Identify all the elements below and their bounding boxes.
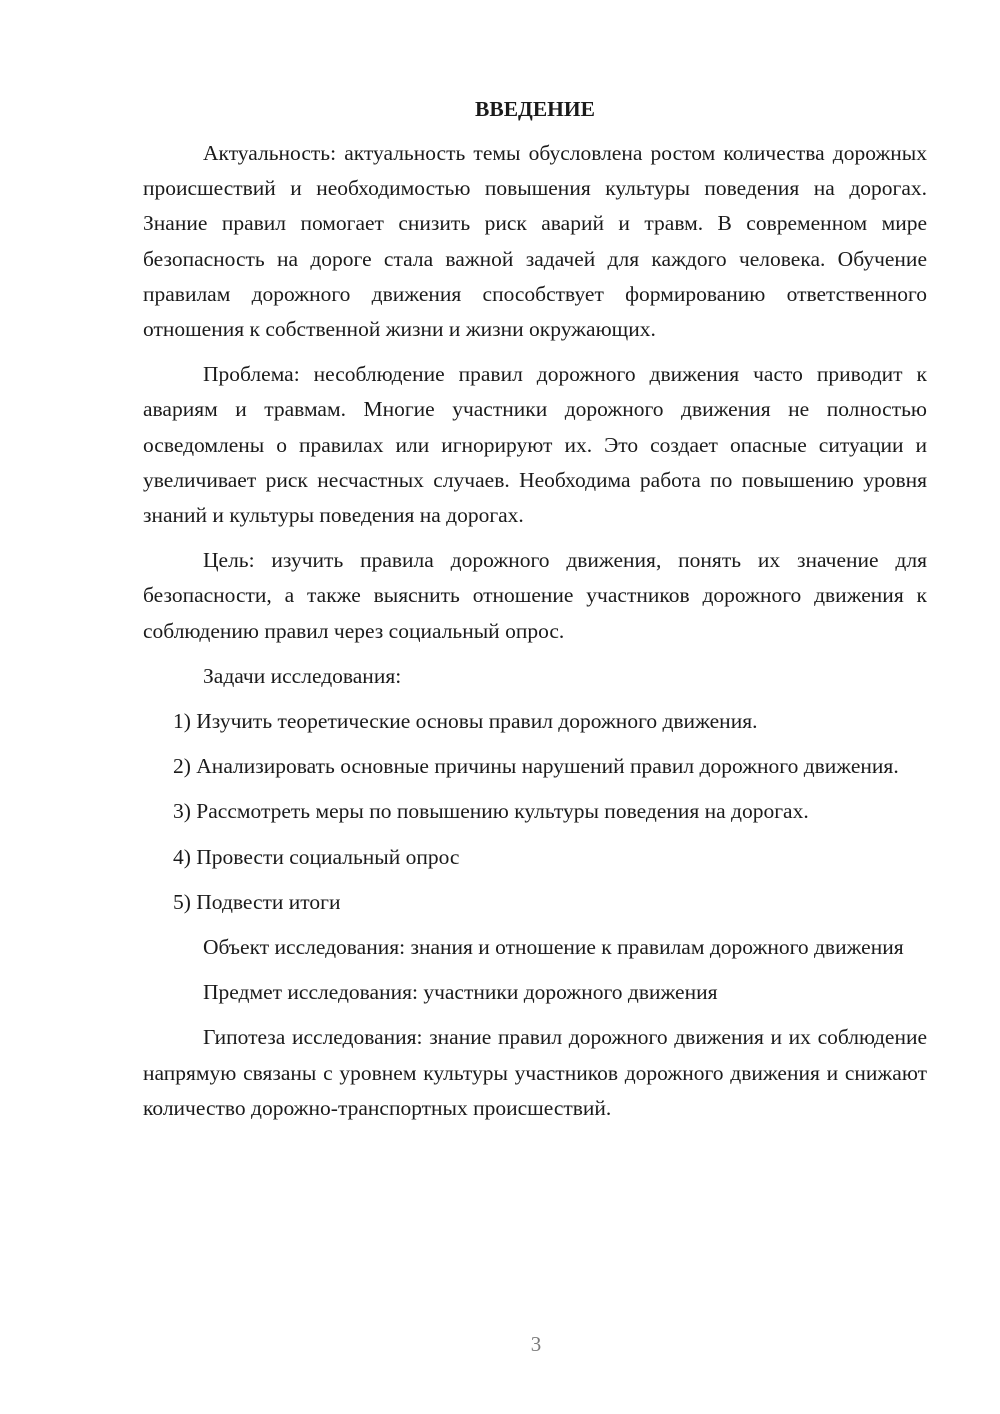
tasks-heading: Задачи исследования: [203,663,402,688]
document-body [143,92,927,1136]
subject-paragraph: Предмет исследования: участники дорожного движения [203,980,718,1005]
object-paragraph: Объект исследования: знания и отношение к правилам дорожного движения [203,935,904,960]
page-number: 3 [530,1332,542,1356]
task-item-2: 2) Анализировать основные причины нарушений правил дорожного движения. [173,754,899,779]
task-item-4: 4) Провести социальный опрос [173,844,460,869]
problem-paragraph: Проблема: несоблюдение правил дорожного движения часто приводит к авариям и травмам. Многие участники дорожного движения не полностью осведомлены о правилах или игнорируют их. Это создает опасные ситуации и увеличивает риск несчастных случаев. Необходима работа по повышению уровня знаний и культуры поведения на дорогах. [143,362,927,528]
task-item-1: 1) Изучить теоретические основы правил дорожного движения. [173,709,758,734]
page-title: ВВЕДЕНИЕ [475,97,595,121]
goal-paragraph: Цель: изучить правила дорожного движения, понять их значение для безопасности, а также выяснить отношение участников дорожного движения к соблюдению правил через социальный опрос. [143,548,927,643]
task-item-5: 5) Подвести итоги [173,889,341,914]
relevance-paragraph: Актуальность: актуальность темы обусловлена ростом количества дорожных происшествий и необходимостью повышения культуры поведения на дорогах. Знание правил помогает снизить риск аварий и травм. В современном мире безопасность на дороге стала важной задачей для каждого человека. Обучение правилам дорожного движения способствует формированию ответственного отношения к собственной жизни и жизни окружающих. [143,141,927,342]
task-item-3: 3) Рассмотреть меры по повышению культуры поведения на дорогах. [173,799,809,824]
hypothesis-paragraph: Гипотеза исследования: знание правил дорожного движения и их соблюдение напрямую связаны с уровнем культуры участников дорожного движения и снижают количество дорожно-транспортных происшествий. [143,1025,927,1120]
